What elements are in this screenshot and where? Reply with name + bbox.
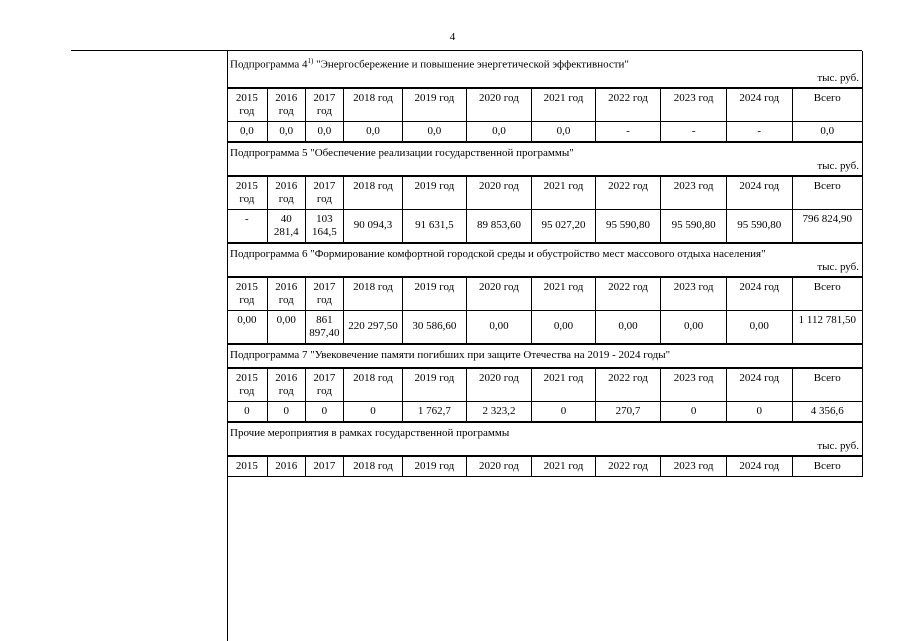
values-row xyxy=(227,310,862,343)
funding-table xyxy=(227,277,862,344)
funding-value: - xyxy=(661,121,727,141)
year-header: 2023 год xyxy=(661,368,727,401)
year-header: 2024 год xyxy=(726,368,792,401)
year-header: 2022 год xyxy=(595,277,661,310)
year-header: Всего xyxy=(792,368,862,401)
funding-value: 103 164,5 xyxy=(305,209,343,242)
year-header: 2018 год xyxy=(343,277,402,310)
funding-value: 0 xyxy=(305,401,343,421)
subprogram-title: Подпрограмма 6 "Формирование комфортной городской среды и обустройство мест массового отдыха населения" xyxy=(230,247,766,260)
year-header: 2022 год xyxy=(595,176,661,209)
year-header: 2022 год xyxy=(595,368,661,401)
unit-label: тыс. руб. xyxy=(227,440,862,456)
year-header: 2015 xyxy=(227,456,267,476)
year-header: 2024 год xyxy=(726,277,792,310)
header-row xyxy=(227,368,862,401)
funding-value: - xyxy=(726,121,792,141)
funding-value: 0,0 xyxy=(227,121,267,141)
funding-value: 0 xyxy=(343,401,402,421)
year-header: 2024 год xyxy=(726,176,792,209)
funding-value: 796 824,90 xyxy=(792,209,862,242)
year-header: 2021 год xyxy=(532,88,595,121)
funding-table xyxy=(227,456,862,477)
header-row xyxy=(227,277,862,310)
year-header: 2019 год xyxy=(403,88,466,121)
year-header: 2023 год xyxy=(661,277,727,310)
funding-value: 0 xyxy=(532,401,595,421)
year-header: 2015 год xyxy=(227,88,267,121)
year-header: 2021 год xyxy=(532,368,595,401)
subprogram-title: Прочие мероприятия в рамках государственной программы xyxy=(230,426,510,439)
funding-value: 861 897,40 xyxy=(305,310,343,343)
year-header: 2019 год xyxy=(403,176,466,209)
subprogram-title xyxy=(227,51,862,72)
year-header: 2017 год xyxy=(305,176,343,209)
subprogram-block xyxy=(227,345,862,423)
year-header: 2017 год xyxy=(305,88,343,121)
funding-value: 0,0 xyxy=(466,121,532,141)
year-header: 2016 год xyxy=(267,88,305,121)
year-header: 2021 год xyxy=(532,176,595,209)
year-header: 2018 год xyxy=(343,456,402,476)
unit-label: тыс. руб. xyxy=(227,261,862,277)
page-number: 4 xyxy=(449,31,456,43)
funding-value: 0,00 xyxy=(595,310,661,343)
subprogram-block xyxy=(227,143,862,244)
year-header: 2017 xyxy=(305,456,343,476)
year-header: 2022 год xyxy=(595,88,661,121)
values-row xyxy=(227,209,862,242)
year-header: 2024 год xyxy=(726,88,792,121)
values-row xyxy=(227,401,862,421)
year-header: 2016 год xyxy=(267,176,305,209)
year-header: Всего xyxy=(792,88,862,121)
year-header: Всего xyxy=(792,176,862,209)
funding-value: 0,0 xyxy=(532,121,595,141)
subprogram-block xyxy=(227,423,862,477)
year-header: 2021 год xyxy=(532,277,595,310)
left-empty-column xyxy=(71,51,228,641)
year-header: 2024 год xyxy=(726,456,792,476)
funding-value: 0,0 xyxy=(267,121,305,141)
subprogram-block xyxy=(227,51,862,143)
year-header: 2022 год xyxy=(595,456,661,476)
year-header: 2020 год xyxy=(466,176,532,209)
year-header: 2018 год xyxy=(343,176,402,209)
funding-value: 95 590,80 xyxy=(661,209,727,242)
year-header: 2020 год xyxy=(466,277,532,310)
unit-label: тыс. руб. xyxy=(227,72,862,88)
year-header: 2020 год xyxy=(466,368,532,401)
funding-value: 0,00 xyxy=(466,310,532,343)
header-row xyxy=(227,456,862,476)
year-header: 2020 год xyxy=(466,456,532,476)
year-header: 2023 год xyxy=(661,456,727,476)
funding-value: 1 112 781,50 xyxy=(792,310,862,343)
funding-value: 0,00 xyxy=(661,310,727,343)
funding-value: 0,00 xyxy=(532,310,595,343)
subprogram-title: Подпрограмма 7 "Увековечение памяти погибших при защите Отечества на 2019 - 2024 годы" xyxy=(230,348,671,361)
year-header: 2015 год xyxy=(227,368,267,401)
year-header: 2016 год xyxy=(267,277,305,310)
funding-value: 0 xyxy=(267,401,305,421)
document-table xyxy=(71,50,862,472)
funding-value: 0,00 xyxy=(227,310,267,343)
funding-value: 90 094,3 xyxy=(343,209,402,242)
subprogram-title-text: "Энергосбережение и повышение энергетической эффективности" xyxy=(313,58,629,71)
funding-value: 0 xyxy=(661,401,727,421)
year-header: 2017 год xyxy=(305,277,343,310)
year-header: 2023 год xyxy=(661,176,727,209)
funding-value: 1 762,7 xyxy=(403,401,466,421)
year-header: 2016 xyxy=(267,456,305,476)
funding-value: 89 853,60 xyxy=(466,209,532,242)
subprogram-block xyxy=(227,244,862,345)
year-header: 2016 год xyxy=(267,368,305,401)
funding-value: 2 323,2 xyxy=(466,401,532,421)
year-header: 2019 год xyxy=(403,456,466,476)
funding-value: 270,7 xyxy=(595,401,661,421)
funding-value: - xyxy=(595,121,661,141)
funding-table xyxy=(227,88,862,142)
funding-section xyxy=(227,51,863,477)
footnote-mark: 1) xyxy=(307,57,314,65)
funding-value: 0,0 xyxy=(403,121,466,141)
header-row xyxy=(227,176,862,209)
year-header: 2023 год xyxy=(661,88,727,121)
year-header: 2019 год xyxy=(403,368,466,401)
funding-table xyxy=(227,368,862,422)
year-header: Всего xyxy=(792,456,862,476)
funding-value: 95 590,80 xyxy=(595,209,661,242)
funding-value: 0,00 xyxy=(726,310,792,343)
year-header: 2015 год xyxy=(227,277,267,310)
funding-value: 95 590,80 xyxy=(726,209,792,242)
subprogram-title: Подпрограмма 5 "Обеспечение реализации государственной программы" xyxy=(230,146,574,159)
funding-value: 0 xyxy=(726,401,792,421)
year-header: 2017 год xyxy=(305,368,343,401)
year-header: 2018 год xyxy=(343,368,402,401)
funding-value: 0 xyxy=(227,401,267,421)
funding-value: 91 631,5 xyxy=(403,209,466,242)
funding-value: 4 356,6 xyxy=(792,401,862,421)
funding-value: 0,0 xyxy=(343,121,402,141)
header-row xyxy=(227,88,862,121)
subprogram-title-text: Подпрограмма 4 xyxy=(230,58,308,71)
year-header: Всего xyxy=(792,277,862,310)
funding-value: 0,0 xyxy=(305,121,343,141)
funding-value: 0,0 xyxy=(792,121,862,141)
funding-table xyxy=(227,176,862,243)
funding-value: 95 027,20 xyxy=(532,209,595,242)
year-header: 2019 год xyxy=(403,277,466,310)
funding-value: 40 281,4 xyxy=(267,209,305,242)
funding-value: 220 297,50 xyxy=(343,310,402,343)
funding-value: - xyxy=(227,209,267,242)
year-header: 2020 год xyxy=(466,88,532,121)
funding-value: 0,00 xyxy=(267,310,305,343)
year-header: 2015 год xyxy=(227,176,267,209)
year-header: 2021 год xyxy=(532,456,595,476)
year-header: 2018 год xyxy=(343,88,402,121)
unit-label: тыс. руб. xyxy=(227,160,862,176)
funding-value: 30 586,60 xyxy=(403,310,466,343)
values-row xyxy=(227,121,862,141)
